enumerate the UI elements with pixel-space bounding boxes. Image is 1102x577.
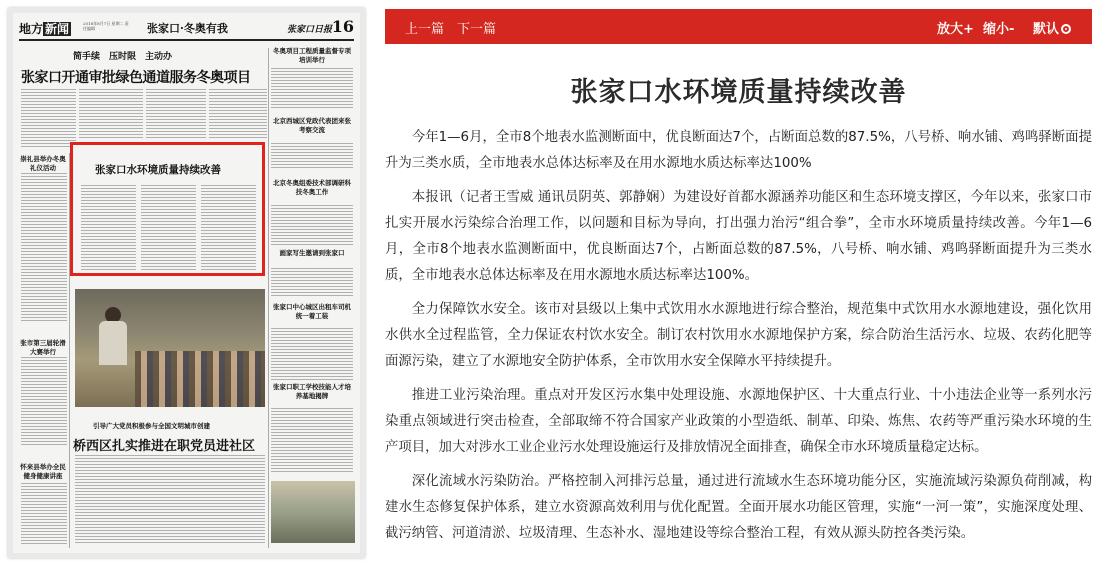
text-block (75, 455, 265, 545)
newspaper-masthead (19, 19, 354, 41)
reset-zoom-button[interactable] (1033, 18, 1071, 37)
text-block (21, 483, 67, 545)
newspaper-page-thumbnail (8, 8, 365, 558)
article-toolbar (385, 9, 1092, 44)
reset-circle-icon (1061, 24, 1071, 34)
text-block (209, 89, 267, 139)
masthead-column: 张家口·冬奥有我 (147, 22, 228, 35)
prev-article-link[interactable]: 上一篇 (405, 22, 445, 37)
side-headline[interactable]: 张家口中心城区出租车司机统一着工装 (273, 303, 351, 320)
text-block (79, 89, 143, 139)
text-block (271, 408, 353, 474)
article-paragraph: 深化流域水污染防治。严格控制入河排污总量，通过进行流域水生态环境功能分区，实施流域污染源负荷削减，构建水生态修复保护体系，建立水资源高效利用与优化配置。全面开展水功能区管理，实施“一河一策”，实施深度处理、截污纳管、河道清淤、垃圾清理、生态补水、湿地建设等综合整治工程，有效从源头防控各类污染。 (385, 474, 1092, 541)
text-block (271, 205, 353, 245)
newspaper-page (13, 13, 360, 553)
photo-figure (99, 321, 127, 365)
text-block (21, 173, 67, 323)
reset-label: 默认 (1033, 22, 1060, 37)
text-block (21, 89, 76, 149)
highlighted-article-title: 张家口水环境质量持续改善 (95, 164, 221, 176)
article-paragraph: 推进工业污染治理。重点对开发区污水集中处理设施、水源地保护区、十大重点行业、十小违法企业等一系列水污染重点领域进行突击检查，全部取缔不符合国家产业政策的小型造纸、制革、印染、炼焦、农药等严重污染水环境的生产项目，加大对涉水工业企业污水处理设施运行及排放情况全面排查，确保全市水环境质量稳定达标。 (385, 388, 1092, 455)
photo-crowd (135, 351, 265, 407)
masthead-date: 2018年8月7日 星期二 责任编辑 (83, 21, 129, 31)
article-photo[interactable] (271, 481, 355, 543)
article-subheadline[interactable]: 引导广大党员积极参与全国文明城市创建 (93, 422, 210, 430)
article-paragraph: 全力保障饮水安全。该市对县级以上集中式饮用水水源地进行综合整治，规范集中式饮用水水源地建设，强化饮用水供水全过程监管，全力保证农村饮水安全。制订农村饮用水水源地保护方案，综合防治生活污水、垃圾、农药化肥等面源污染，建立了水源地安全防护体系，全市饮用水安全保障水平持续提升。 (385, 302, 1092, 369)
masthead-section: 地方 新闻 (19, 22, 70, 36)
text-block (271, 268, 353, 296)
zoom-in-button[interactable]: 放大+ (937, 22, 974, 37)
column-divider (268, 48, 269, 548)
text-block (146, 89, 206, 139)
zoom-out-button[interactable]: 缩小- (983, 22, 1015, 37)
next-article-link[interactable]: 下一篇 (457, 22, 497, 37)
text-block (141, 185, 196, 270)
selected-article-highlight[interactable] (70, 142, 265, 276)
side-headline[interactable]: 张市第三届轮滑大赛举行 (20, 339, 66, 356)
article-subheadline[interactable]: 简手续 压时限 主动办 (73, 52, 173, 62)
text-block (81, 185, 136, 270)
article-photo[interactable] (75, 289, 265, 407)
text-block (21, 357, 67, 447)
side-headline[interactable]: 张家口职工学校技能人才培养基地揭牌 (273, 383, 351, 400)
newspaper-logo: 张家口日报 (286, 25, 332, 35)
side-headline[interactable]: 崇礼县举办冬奥礼仪活动 (20, 155, 66, 172)
text-block (201, 185, 256, 270)
side-headline[interactable]: 怀来县举办全民健身健康讲座 (20, 463, 66, 480)
article-title: 张家口水环境质量持续改善 (570, 77, 907, 108)
side-headline[interactable]: 冬奥项目工程质量监督专项培训举行 (273, 47, 351, 64)
page-number: 16 (331, 17, 354, 36)
side-headline[interactable]: 画家写生邀请到张家口 (279, 249, 345, 257)
article-headline-approval[interactable]: 张家口开通审批绿色通道服务冬奥项目 (21, 70, 251, 86)
article-paragraph: 今年1—6月，全市8个地表水监测断面中，优良断面达7个，占断面总数的87.5%，八号桥、响水铺、鸡鸣驿断面提升为三类水质，全市地表水总体达标率及在用水源地水质达标率达100% (385, 130, 1092, 171)
text-block (271, 328, 353, 380)
article-paragraph: 本报讯（记者王雪威 通讯员阴英、郭静娴）为建设好首都水源涵养功能区和生态环境支撑区，今年以来，张家口市扎实开展水污染综合治理工作，以问题和目标为导向，打出强力治污“组合拳”，全市水环境质量持续改善。今年1—6月，全市8个地表水监测断面中，优良断面达7个，占断面总数的87.5%，八号桥、响水铺、鸡鸣驿断面提升为三类水质，全市地表水总体达标率及在用水源地水质达标率达100%。 (385, 190, 1092, 283)
text-block (271, 143, 353, 168)
text-block (271, 68, 353, 108)
article-body (385, 125, 1092, 555)
article-headline-qiaoxi[interactable]: 桥西区扎实推进在职党员进社区 (73, 439, 256, 454)
side-headline[interactable]: 北京西城区党政代表团来张考察交流 (273, 117, 351, 134)
side-headline[interactable]: 北京冬奥组委技术部调研科技冬奥工作 (273, 179, 351, 196)
